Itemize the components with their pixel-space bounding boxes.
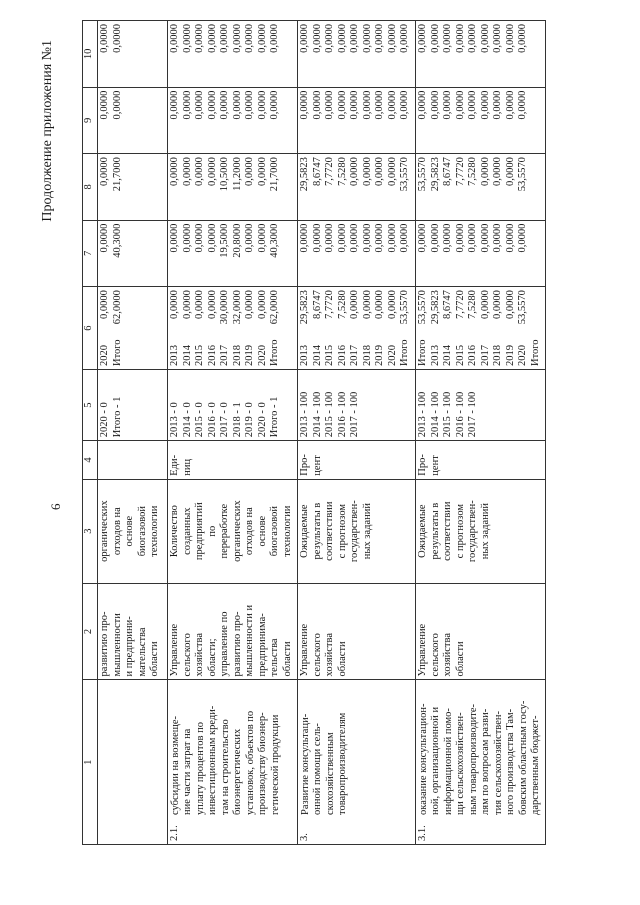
cell-col9: 0,0000 0,0000 0,0000 0,0000 0,0000 0,0000 0,0000 0,0000 0,0000 [416, 87, 546, 154]
total-label: Итого [417, 339, 428, 367]
page-number: 6 [48, 503, 63, 510]
col-header-6: 6 [83, 287, 98, 370]
column-number-row [83, 21, 98, 845]
cell-indicator-values: 2013 - 0 2014 - 0 2015 - 0 2016 - 0 2017 - 0 2018 - 1 2019 - 0 2020 - 0 Итого - 1 [168, 370, 298, 441]
cell-col10: 0,0000 0,0000 0,0000 0,0000 0,0000 0,0000 0,0000 0,0000 0,0000 [416, 21, 546, 88]
cell-col7: 0,0000 0,0000 0,0000 0,0000 0,0000 0,0000 0,0000 0,0000 0,0000 [298, 220, 416, 287]
table-row [416, 21, 546, 845]
cell-funding-total [98, 287, 168, 370]
col-header-3: 3 [83, 479, 98, 583]
cell-measure [416, 680, 546, 845]
cell-measure [168, 680, 298, 845]
cell-responsible: развитию про- мышленности и предприни- мательства области [98, 583, 168, 680]
cell-col9: 0,0000 0,0000 0,0000 0,0000 0,0000 0,0000 0,0000 0,0000 0,0000 [298, 87, 416, 154]
col-header-9: 9 [83, 87, 98, 154]
program-table [82, 20, 546, 845]
cell-funding-total [168, 287, 298, 370]
values-list: 29,5823 8,6747 7,7720 7,5280 0,0000 0,0000 0,0000 0,0000 53,5570 [299, 290, 410, 325]
cell-indicator-values: 2020 - 0 Итого - 1 [98, 370, 168, 441]
row-number: 2.1. [169, 825, 180, 841]
cell-indicator: органических отходов на основе биогазовой технологии [98, 479, 168, 583]
cell-responsible: Управление сельского хозяйства области [298, 583, 416, 680]
col-header-2: 2 [83, 583, 98, 680]
cell-col10: 0,0000 0,0000 [98, 21, 168, 88]
col-header-5: 5 [83, 370, 98, 441]
cell-indicator-values: 2013 - 100 2014 - 100 2015 - 100 2016 - 100 2017 - 100 [298, 370, 416, 441]
cell-col7: 0,0000 0,0000 0,0000 0,0000 19,5000 20,8000 0,0000 0,0000 40,3000 [168, 220, 298, 287]
values-list: 53,5570 29,5823 8,6747 7,7720 7,5280 0,0000 0,0000 0,0000 53,5570 [417, 290, 528, 325]
col-header-10: 10 [83, 21, 98, 88]
table-row [98, 21, 168, 845]
cell-col7: 0,0000 40,3000 [98, 220, 168, 287]
cell-measure [298, 680, 416, 845]
measure-text: Развитие консультаци- онной помощи сель- скохозяйственным товаропроизводителям [299, 712, 348, 815]
cell-c1 [98, 680, 168, 845]
cell-col7: 0,0000 0,0000 0,0000 0,0000 0,0000 0,0000 0,0000 0,0000 0,0000 [416, 220, 546, 287]
measure-text: оказание консультацион- ной, организационной и информационной помо- щи сельскохозяйствен- ным товаропроизводите- лям по вопросам разви- тия сельскохозяйствен- ного производства Там- бовским областным госу- дарственным бюджет- [417, 700, 541, 815]
years-list [417, 339, 542, 366]
cell-col10: 0,0000 0,0000 0,0000 0,0000 0,0000 0,0000 0,0000 0,0000 0,0000 [168, 21, 298, 88]
years-list: 2020 Итого [99, 339, 123, 367]
years-list: 2013 2014 2015 2016 2017 2018 2019 2020 Итого [299, 339, 410, 367]
cell-col10: 0,0000 0,0000 0,0000 0,0000 0,0000 0,0000 0,0000 0,0000 0,0000 [298, 21, 416, 88]
cell-unit: Еди- ниц [168, 441, 298, 480]
cell-unit [98, 441, 168, 480]
cell-col9: 0,0000 0,0000 [98, 87, 168, 154]
table-row [168, 21, 298, 845]
cell-responsible: Управление сельского хозяйства области [416, 583, 546, 680]
col-header-4: 4 [83, 441, 98, 480]
values-list: 0,0000 62,0000 [99, 290, 123, 325]
col-header-7: 7 [83, 220, 98, 287]
values-list: 0,0000 0,0000 0,0000 0,0000 30,0000 32,0000 0,0000 0,0000 62,0000 [169, 290, 280, 325]
cell-unit: Про- цент [298, 441, 416, 480]
cell-col8: 0,0000 21,7000 [98, 154, 168, 221]
row-number: 3.1. [417, 825, 428, 841]
col-header-1: 1 [83, 680, 98, 845]
cell-unit: Про- цент [416, 441, 546, 480]
cell-col9: 0,0000 0,0000 0,0000 0,0000 0,0000 0,0000 0,0000 0,0000 0,0000 [168, 87, 298, 154]
cell-indicator: Ожидаемые результаты в соответствии с прогнозом государствен- ных заданий [416, 479, 546, 583]
cell-indicator: Количество созданных предприятий по переработке органических отходов на основе биогазовой технологии [168, 479, 298, 583]
cell-col8: 0,0000 0,0000 0,0000 0,0000 10,5000 11,2000 0,0000 0,0000 21,7000 [168, 154, 298, 221]
table-row [298, 21, 416, 845]
row-number: 3. [299, 833, 310, 841]
cell-col8: 53,5570 29,5823 8,6747 7,7720 7,5280 0,0000 0,0000 0,0000 53,5570 [416, 154, 546, 221]
cell-funding-total [298, 287, 416, 370]
appendix-continuation-title: Продолжение приложения №1 [40, 40, 55, 222]
cell-indicator: Ожидаемые результаты в соответствии с прогнозом государствен- ных заданий [298, 479, 416, 583]
cell-funding-total [416, 287, 546, 370]
cell-responsible: Управление сельского хозяйства области; управление по развитию про- мышленности и предпринима- тельства области [168, 583, 298, 680]
measure-text: субсидии на возмеще- ние части затрат на уплату процентов по инвестиционным креди- там на строительство биоэнергетических установок, объектов по производству биоэнер- гетической продукции [169, 705, 281, 815]
cell-col8: 29,5823 8,6747 7,7720 7,5280 0,0000 0,0000 0,0000 0,0000 53,5570 [298, 154, 416, 221]
years: 2013 2014 2015 2016 2017 2018 2019 2020 Итого [429, 339, 541, 367]
years-list: 2013 2014 2015 2016 2017 2018 2019 2020 Итого [169, 339, 280, 367]
cell-indicator-values: 2013 - 100 2014 - 100 2015 - 100 2016 - 100 2017 - 100 [416, 370, 546, 441]
col-header-8: 8 [83, 154, 98, 221]
